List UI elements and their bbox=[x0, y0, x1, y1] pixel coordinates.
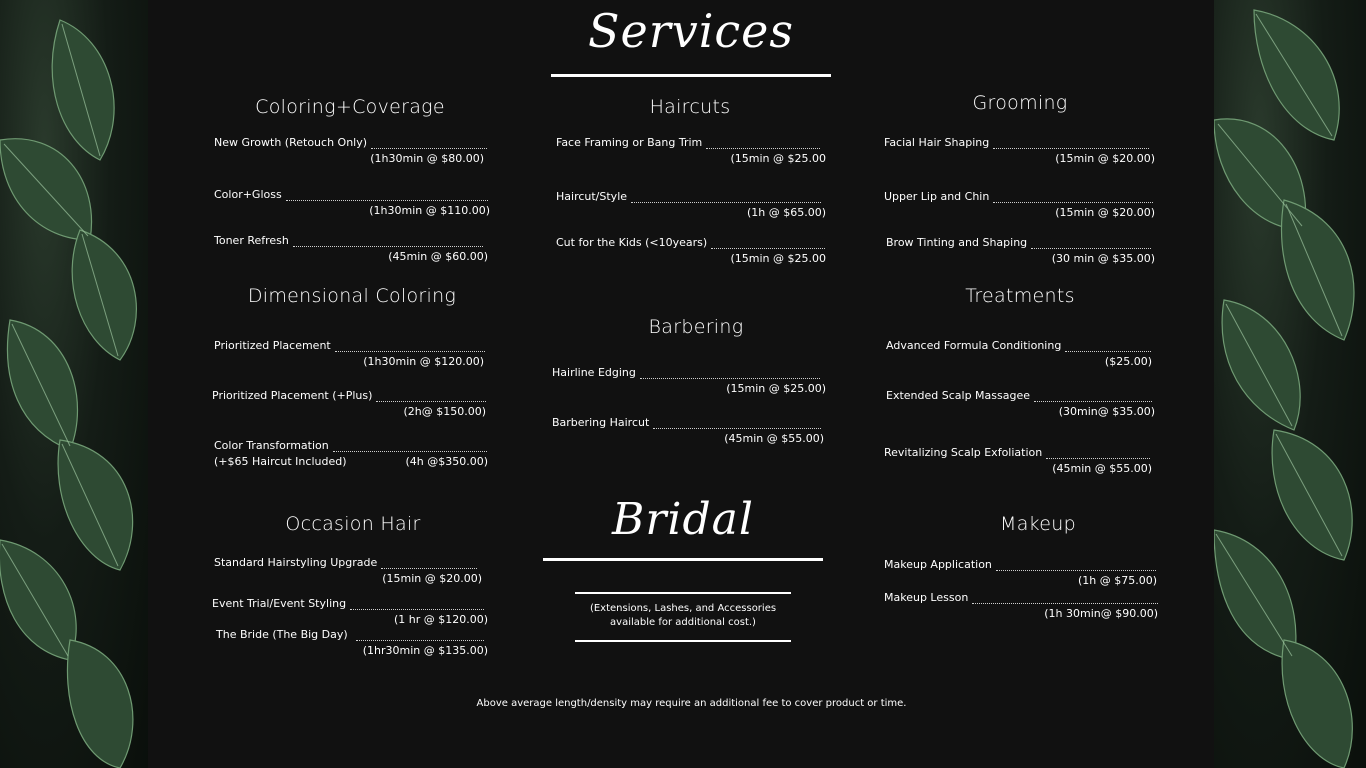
service-price: (1h @ $65.00) bbox=[746, 206, 826, 219]
service-name: Extended Scalp Massagee bbox=[886, 389, 1030, 402]
footer-note: Above average length/density may require an additional fee to cover product or time. bbox=[476, 698, 907, 709]
dot-leader bbox=[640, 370, 820, 379]
service-name: Face Framing or Bang Trim bbox=[556, 136, 703, 149]
dot-leader bbox=[335, 343, 485, 352]
leaf-pattern-icon bbox=[0, 0, 148, 768]
service-name: The Bride (The Big Day) bbox=[216, 628, 348, 641]
service-price: (30min@ $35.00) bbox=[1058, 405, 1155, 418]
service-name: Prioritized Placement bbox=[214, 339, 331, 352]
service-price: (15min @ $25.00 bbox=[730, 252, 826, 265]
dot-leader bbox=[972, 595, 1158, 604]
section-heading-bridal: Bridal bbox=[612, 494, 754, 545]
service-price: (1h30min @ $110.00) bbox=[369, 204, 490, 217]
dot-leader bbox=[350, 601, 484, 610]
service-name: Color Transformation bbox=[214, 439, 329, 452]
dot-leader bbox=[293, 238, 483, 247]
service-name: Toner Refresh bbox=[214, 234, 289, 247]
section-heading-barbering: Barbering bbox=[648, 316, 744, 338]
section-heading-grooming: Grooming bbox=[972, 92, 1068, 114]
dot-leader bbox=[1065, 343, 1151, 352]
service-price: (15min @ $25.00 bbox=[730, 152, 826, 165]
dot-leader bbox=[1046, 450, 1150, 459]
bridal-note-line-1: (Extensions, Lashes, and Accessories bbox=[589, 603, 777, 614]
service-price: (15min @ $25.00) bbox=[726, 382, 826, 395]
section-heading-occasion: Occasion Hair bbox=[285, 513, 421, 535]
dot-leader bbox=[286, 192, 488, 201]
bridal-underline bbox=[543, 558, 823, 561]
dot-leader bbox=[1031, 240, 1151, 249]
service-price: (1h30min @ $120.00) bbox=[363, 355, 484, 368]
dot-leader bbox=[993, 140, 1149, 149]
bridal-note bbox=[560, 602, 806, 630]
service-price: (15min @ $20.00) bbox=[1055, 206, 1155, 219]
service-name: Revitalizing Scalp Exfoliation bbox=[884, 446, 1043, 459]
service-price: (45min @ $55.00) bbox=[724, 432, 824, 445]
service-price: (1h @ $75.00) bbox=[1077, 574, 1157, 587]
section-heading-treatments: Treatments bbox=[965, 285, 1075, 307]
service-price: (1h 30min@ $90.00) bbox=[1044, 607, 1158, 620]
dot-leader bbox=[993, 194, 1153, 203]
service-name: Makeup Lesson bbox=[884, 591, 969, 604]
dot-leader bbox=[631, 194, 821, 203]
dot-leader bbox=[376, 393, 486, 402]
dot-leader bbox=[706, 140, 820, 149]
service-name: Prioritized Placement (+Plus) bbox=[212, 389, 373, 402]
dot-leader bbox=[1034, 393, 1152, 402]
service-name: Event Trial/Event Styling bbox=[212, 597, 347, 610]
service-price: (45min @ $55.00) bbox=[1052, 462, 1152, 475]
service-price: (15min @ $20.00) bbox=[382, 572, 482, 585]
service-name: Makeup Application bbox=[884, 558, 992, 571]
dot-leader bbox=[711, 240, 825, 249]
leaf-background-left bbox=[0, 0, 148, 768]
service-price: (15min @ $20.00) bbox=[1055, 152, 1155, 165]
section-heading-makeup: Makeup bbox=[1000, 513, 1076, 535]
leaf-background-right bbox=[1214, 0, 1366, 768]
service-price: ($25.00) bbox=[1104, 355, 1152, 368]
dot-leader bbox=[356, 632, 484, 641]
service-name: Brow Tinting and Shaping bbox=[886, 236, 1028, 249]
service-price: (1hr30min @ $135.00) bbox=[362, 644, 488, 657]
service-price: (30 min @ $35.00) bbox=[1051, 252, 1155, 265]
service-name: Hairline Edging bbox=[552, 366, 636, 379]
service-name: Advanced Formula Conditioning bbox=[886, 339, 1062, 352]
leaf-pattern-icon bbox=[1214, 0, 1366, 768]
dot-leader bbox=[371, 140, 487, 149]
service-price: (4h @$350.00) bbox=[405, 455, 488, 468]
service-price: (1h30min @ $80.00) bbox=[370, 152, 484, 165]
page-title: Services bbox=[587, 4, 794, 58]
bridal-note-bottom-rule bbox=[575, 640, 791, 642]
section-heading-coloring: Coloring+Coverage bbox=[255, 96, 445, 118]
service-name: Standard Hairstyling Upgrade bbox=[214, 556, 378, 569]
section-heading-haircuts: Haircuts bbox=[649, 96, 731, 118]
dot-leader bbox=[653, 420, 821, 429]
dot-leader bbox=[996, 562, 1156, 571]
service-price: (1 hr @ $120.00) bbox=[393, 613, 488, 626]
service-name: Haircut/Style bbox=[556, 190, 628, 203]
bridal-note-line-2: available for additional cost.) bbox=[610, 617, 756, 628]
dot-leader bbox=[333, 443, 487, 452]
service-name: Barbering Haircut bbox=[552, 416, 650, 429]
service-name: Cut for the Kids (<10years) bbox=[556, 236, 708, 249]
service-name: Facial Hair Shaping bbox=[884, 136, 990, 149]
service-price: (45min @ $60.00) bbox=[388, 250, 488, 263]
service-price: (2h@ $150.00) bbox=[403, 405, 486, 418]
title-underline bbox=[551, 74, 831, 77]
service-name: Color+Gloss bbox=[214, 188, 282, 201]
service-note: (+$65 Haircut Included) bbox=[214, 455, 347, 468]
section-heading-dimensional: Dimensional Coloring bbox=[247, 285, 457, 307]
dot-leader bbox=[381, 560, 477, 569]
bridal-note-top-rule bbox=[575, 592, 791, 594]
service-name: New Growth (Retouch Only) bbox=[214, 136, 368, 149]
service-name: Upper Lip and Chin bbox=[884, 190, 990, 203]
